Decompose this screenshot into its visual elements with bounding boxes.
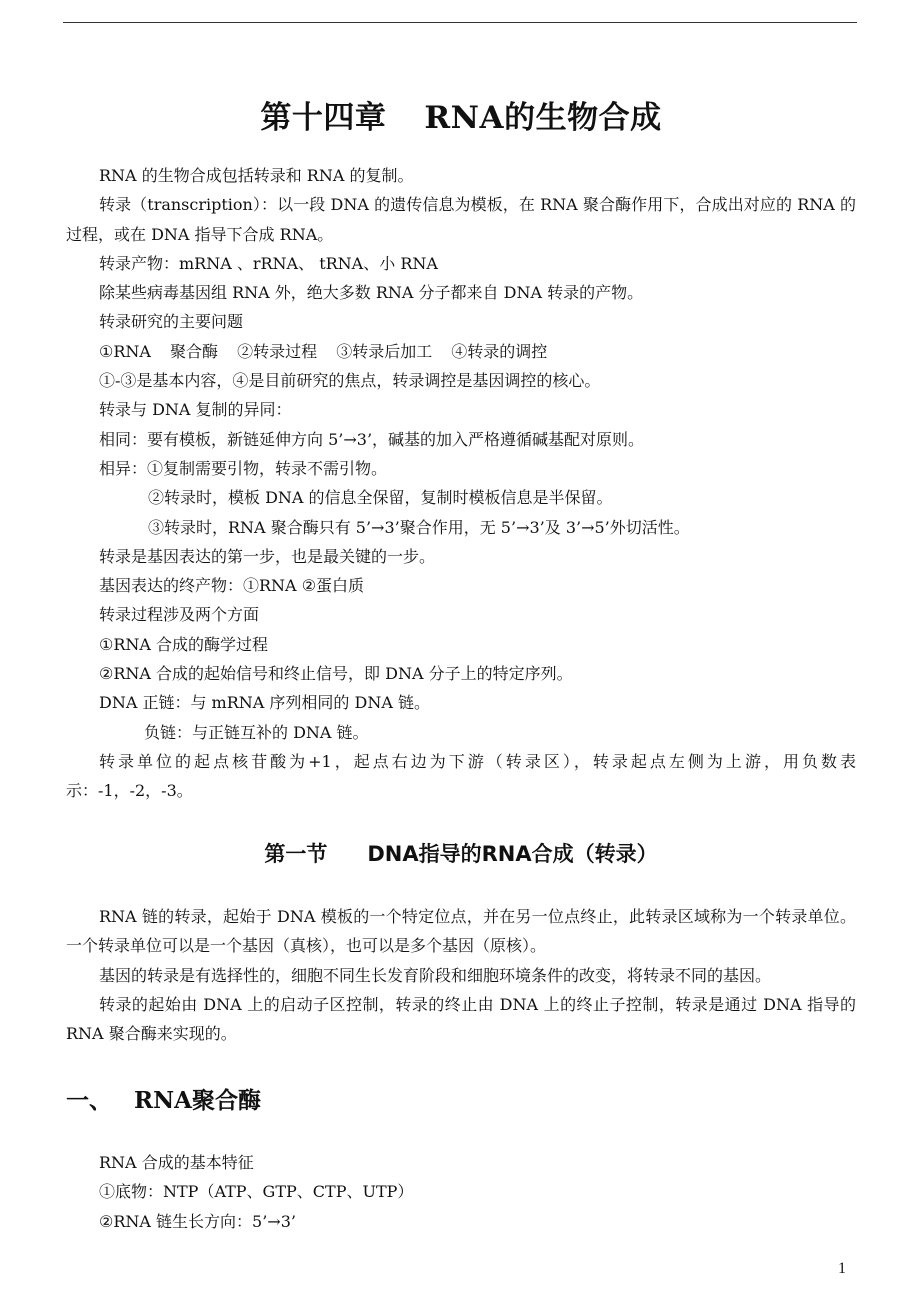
paragraph: 基因表达的终产物：①RNA ②蛋白质: [99, 576, 365, 596]
header-rule: [63, 22, 857, 23]
section-number: 第一节: [264, 842, 328, 866]
page-number: 1: [838, 1260, 846, 1277]
section-block: [66, 902, 856, 1048]
paragraph: ①底物：NTP（ATP、GTP、CTP、UTP）: [99, 1182, 414, 1202]
section-name: DNA指导的RNA合成（转录）: [367, 842, 658, 866]
paragraph: 转录研究的主要问题: [99, 312, 244, 332]
paragraph: ③转录时，RNA 聚合酶只有 5’→3’聚合作用，无 5’→3’及 3’→5’外切活性。: [148, 517, 690, 537]
paragraph: 转录过程涉及两个方面: [99, 605, 260, 625]
paragraph: 转录是基因表达的第一步，也是最关键的一步。: [99, 546, 436, 566]
intro-block: [66, 161, 856, 806]
paragraph: ②RNA 合成的起始信号和终止信号，即 DNA 分子上的特定序列。: [99, 664, 573, 684]
subsection-number: 一、: [66, 1087, 112, 1114]
paragraph: 基因的转录是有选择性的，细胞不同生长发育阶段和细胞环境条件的改变，将转录不同的基因。: [99, 965, 772, 985]
paragraph: ①RNA 合成的酶学过程: [99, 634, 269, 654]
paragraph: 相同：要有模板，新链延伸方向 5’→3’，碱基的加入严格遵循碱基配对原则。: [99, 429, 645, 449]
paragraph: 相异：①复制需要引物，转录不需引物。: [99, 458, 388, 478]
paragraph: RNA 链的转录，起始于 DNA 模板的一个特定位点，并在另一位点终止，此转录区域称为一个转录单位。一个转录单位可以是一个基因（真核），也可以是多个基因（原核）。: [66, 907, 856, 956]
subsection-block: [66, 1148, 856, 1236]
paragraph: 转录的起始由 DNA 上的启动子区控制，转录的终止由 DNA 上的终止子控制，转录是通过 DNA 指导的 RNA 聚合酶来实现的。: [66, 994, 856, 1044]
paragraph: 转录（transcription）：以一段 DNA 的遗传信息为模板，在 RNA 聚合酶作用下，合成出对应的 RNA 的过程，或在 DNA 指导下合成 RNA。: [66, 195, 856, 244]
paragraph: DNA 正链：与 mRNA 序列相同的 DNA 链。: [99, 693, 430, 713]
paragraph: 负链：与正链互补的 DNA 链。: [144, 722, 369, 742]
paragraph: RNA 的生物合成包括转录和 RNA 的复制。: [99, 166, 414, 185]
chapter-name: RNA的生物合成: [424, 100, 662, 136]
paragraph: ②RNA 链生长方向：5’→3’: [99, 1211, 296, 1231]
paragraph: RNA 合成的基本特征: [99, 1153, 254, 1172]
paragraph: ②转录时，模板 DNA 的信息全保留，复制时模板信息是半保留。: [148, 488, 613, 508]
paragraph: ①RNA 聚合酶 ②转录过程 ③转录后加工 ④转录的调控: [99, 341, 548, 361]
chapter-number: 第十四章: [260, 100, 387, 136]
subsection-name: RNA聚合酶: [134, 1087, 261, 1114]
section-title: [66, 838, 856, 868]
paragraph: 转录单位的起点核苷酸为+1，起点右边为下游（转录区），转录起点左侧为上游，用负数表示：-1，-2，-3。: [66, 751, 856, 801]
chapter-title: [66, 92, 856, 137]
paragraph: 转录与 DNA 复制的异同：: [99, 400, 292, 420]
subsection-title: [66, 1082, 261, 1115]
paragraph: ①-③是基本内容，④是目前研究的焦点，转录调控是基因调控的核心。: [99, 371, 601, 391]
paragraph: 除某些病毒基因组 RNA 外，绝大多数 RNA 分子都来自 DNA 转录的产物。: [99, 283, 644, 303]
paragraph: 转录产物：mRNA 、rRNA、 tRNA、小 RNA: [99, 253, 438, 273]
